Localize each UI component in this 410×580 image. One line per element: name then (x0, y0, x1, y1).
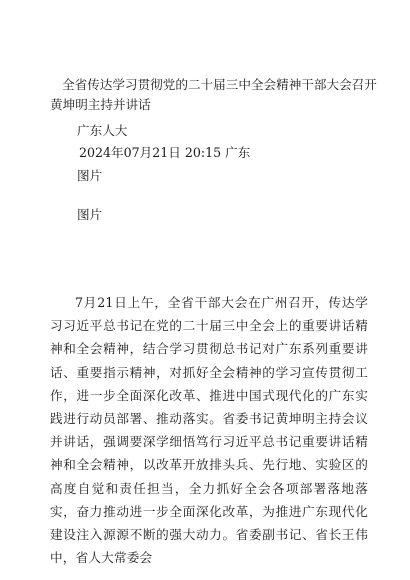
image-placeholder: 图片 (77, 207, 103, 222)
article-body: 7月21日上午，全省干部大会在广州召开，传达学习习近平总书记在党的二十届三中全会上的重要讲话精神和全会精神，结合学习贯彻总书记对广东系列重要讲话、重要指示精神，对抓好全会精神的学习宣传贯彻工作，进一步全面深化改革、推进中国式现代化的广东实践进行动员部署、推动落实。省委书记黄坤明主持会议并讲话，强调要深学细悟笃行习近平总书记重要讲话精神和全会精神，以改革开放排头兵、先行地、实验区的高度自觉和责任担当，全力抓好全会各项部署落地落实，奋力推动进一步全面深化改革，为推进广东现代化建设注入源源不断的强大动力。省委副书记、省长王伟中，省人大常委会 (50, 295, 368, 566)
article-source: 广东人大 (77, 123, 128, 138)
image-placeholder: 图片 (77, 168, 103, 183)
article-title: 全省传达学习贯彻党的二十届三中全会精神干部大会召开 黄坤明主持并讲话 (50, 77, 377, 112)
article-datetime: 2024年07月21日 20:15 广东 (79, 145, 251, 160)
